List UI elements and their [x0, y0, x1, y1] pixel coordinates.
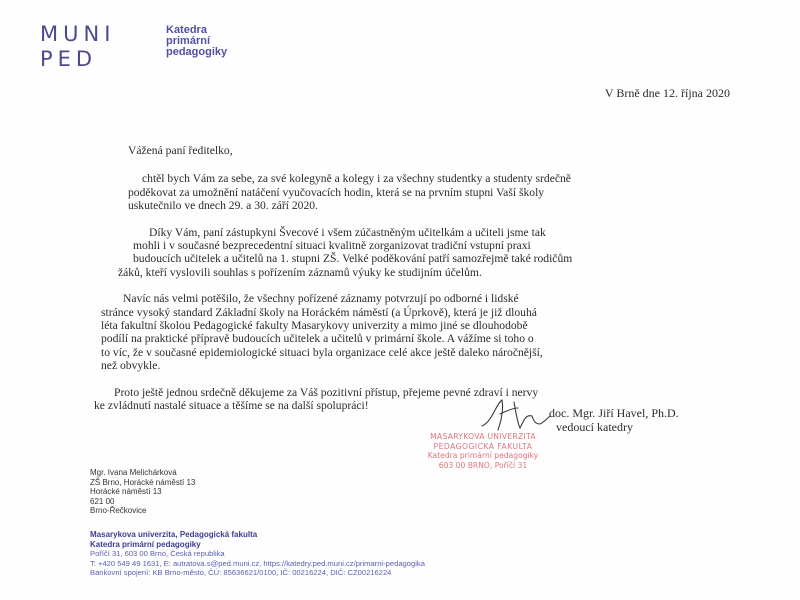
- letter-body: [90, 120, 730, 426]
- footer-bank: Bankovní spojení: KB Brno-město, ČÚ: 85636621/0100, IČ: 00216224, DIČ: CZ00216224: [90, 568, 392, 578]
- paragraph-line: Díky Vám, paní zástupkyni Švecové i všem zúčastněným učitelkám a učiteli jsme tak: [149, 225, 546, 239]
- paragraph-line: to víc, že v současné epidemiologické situaci byla organizace celé akce ještě daleko náročnější,: [101, 345, 543, 359]
- salutation: Vážená paní ředitelko,: [128, 144, 233, 157]
- stamp-line-1: MASARYKOVA UNIVERZITA: [430, 432, 536, 441]
- recipient-address: [90, 468, 195, 516]
- logo-dept-line-3: pedagogiky: [166, 46, 228, 58]
- paragraph-line: Proto ještě jednou srdečně děkujeme za Váš pozitivní přístup, přejeme pevné zdraví i nervy: [114, 385, 539, 399]
- letter-footer: [90, 530, 425, 578]
- paragraph-1: [94, 172, 730, 212]
- logo-muni-text: MUNI: [40, 22, 116, 46]
- paragraph-line: než obvykle.: [101, 359, 161, 373]
- paragraph-line: chtěl bych Vám za sebe, za své kolegyně a kolegy i za všechny studentky a studenty srdečně: [142, 172, 571, 186]
- footer-university: Masarykova univerzita, Pedagogická fakulta: [90, 530, 258, 539]
- stamp-line-3: Katedra primární pedagogiky: [427, 451, 539, 460]
- paragraph-line: stránce vysoký standard Základní školy na Horáckém náměstí (a Úprkově), která je již dlouhá: [101, 305, 537, 319]
- paragraph-line: poděkovat za umožnění natáčení vyučovacích hodin, která se na prvním stupni Vaší školy: [128, 185, 545, 199]
- letter-date: V Brně dne 12. října 2020: [604, 86, 730, 100]
- stamp-line-4: 603 00 BRNO, Poříčí 31: [438, 460, 528, 470]
- paragraph-line: léta fakultní školou Pedagogické fakulty Masarykovy univerzity a mimo jiné se dlouhodobě: [101, 319, 528, 333]
- recipient-name: Mgr. Ivana Melichárková: [90, 468, 177, 477]
- paragraph-2: [90, 226, 730, 280]
- footer-department: Katedra primární pedagogiky: [90, 539, 201, 549]
- paragraph-line: budoucích učitelek a učitelů na 1. stupni ZŠ. Velké poděkování patří samozřejmě také rodičům: [133, 252, 573, 266]
- recipient-city: Brno-Řečkovice: [90, 506, 147, 515]
- faculty-stamp: [398, 432, 568, 470]
- paragraph-line: uskutečnilo ve dnech 29. a 30. září 2020.: [128, 199, 318, 213]
- logo-ped-text: PED: [40, 47, 98, 71]
- paragraph-line: žáků, kteří vyslovili souhlas s pořízením záznamů výuky ke studijním účelům.: [118, 265, 482, 279]
- signatory-role: vedoucí katedry: [556, 420, 633, 434]
- paragraph-line: mohli i v současné bezprecedentní situaci kvalitně zorganizovat tradiční vstupní praxi: [133, 239, 531, 253]
- handwritten-signature: [474, 394, 554, 434]
- stamp-line-2: PEDAGOGICKÁ FAKULTA: [433, 441, 533, 451]
- paragraph-line: ke zvládnutí nastalé situace a těšíme se na další spolupráci!: [94, 399, 369, 413]
- recipient-school: ZŠ Brno, Horácké náměstí 13: [90, 477, 196, 487]
- recipient-zip: 621 00: [90, 496, 115, 506]
- logo-dept-line-1: Katedra: [166, 24, 207, 36]
- paragraph-line: Navíc nás velmi potěšilo, že všechny pořízené záznamy potvrzují po odborné i lidské: [123, 292, 519, 306]
- footer-address: Poříčí 31, 603 00 Brno, Česká republika: [90, 549, 225, 559]
- logo-department: [166, 25, 227, 58]
- paragraph-line: podílí na praktické přípravě budoucích učitelek a učitelů v primární škole. A vážíme si toho o: [101, 332, 534, 346]
- logo-dept-line-2: primární: [166, 35, 211, 47]
- paragraph-3: [90, 292, 730, 372]
- signatory-name: doc. Mgr. Jiří Havel, Ph.D.: [549, 406, 679, 420]
- recipient-street: Horácké náměstí 13: [90, 487, 162, 496]
- footer-contact: T: +420 549 49 1631, E: autratova.s@ped.muni.cz, https://katedry.ped.muni.cz/primarni-pedagogika: [90, 558, 425, 568]
